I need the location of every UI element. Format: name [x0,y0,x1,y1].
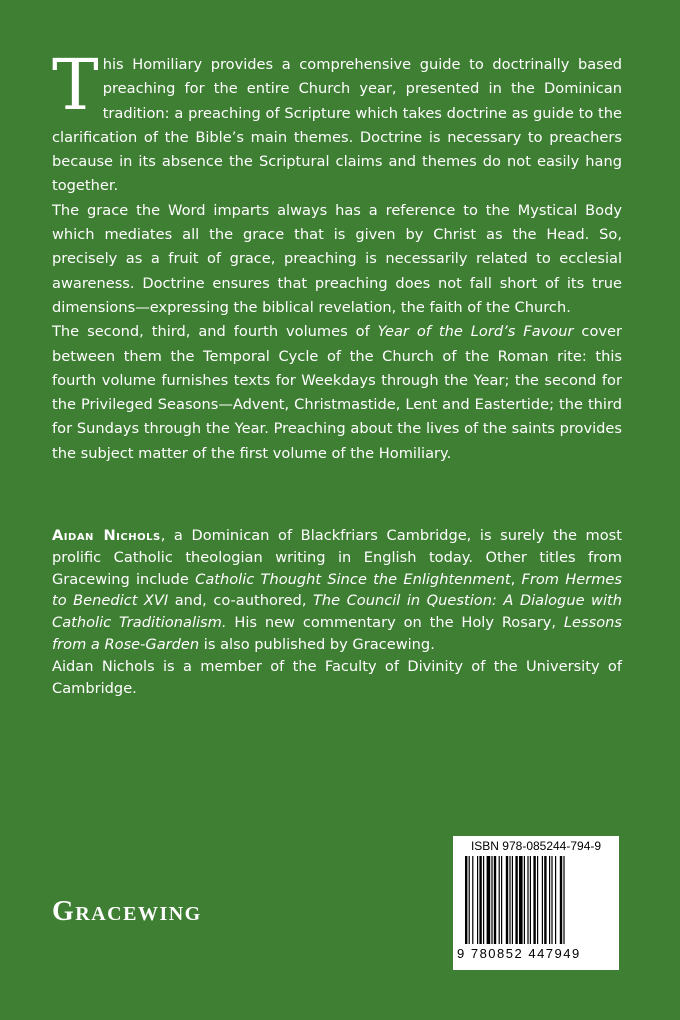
barcode-bar [555,856,556,944]
blurb-text-3b: cover between them the Temporal Cycle of the Church of the Roman rite: this fourth volume furnishes texts for Weekdays through the Year; the second for the Privileged Seasons—Advent, Christmastide, Lent and Eastertide; the third for Sundays through the Year. Preaching about the lives of the saints provides the subject matter of the first volume of the Homiliary. [52,323,622,462]
book-title-2: From Hermes to Benedict XVI [52,570,623,610]
author-text-5: is also published by Gracewing. [199,635,435,653]
blurb-paragraph-3 [52,320,622,466]
barcode [453,836,619,970]
blurb-text-3a: The second, third, and fourth volumes of [52,323,378,341]
barcode-bar [469,856,470,944]
blurb-paragraph-2: The grace the Word imparts always has a reference to the Mystical Body which mediates all the grace that is given by Christ as the Head. So, precisely as a fruit of grace, preaching is necessarily related to ecclesial awareness. Doctrine ensures that preaching does not fall short of its true dimensions—expressing the biblical revelation, the faith of the Church. [52,201,622,316]
barcode-bar [527,856,528,944]
barcode-bar [524,856,525,944]
author-paragraph-2: Aidan Nichols is a member of the Faculty of Divinity of the University of Cambridge. [52,657,622,697]
series-title: Year of the Lord’s Favour [377,323,574,341]
book-title-1: Catholic Thought Since the Enlightenment [195,570,511,588]
barcode-bar [530,856,531,944]
barcode-bars [465,856,607,946]
author-name: Aidan Nichols [52,527,161,544]
barcode-bar [549,856,550,944]
barcode-bar [544,856,546,944]
barcode-bar [483,856,484,944]
barcode-bar [519,856,523,944]
isbn-number: 9 780852 447949 [457,946,581,961]
barcode-bar [512,856,513,944]
author-text-3: and, co-authored, [168,592,313,610]
barcode-bar [487,856,491,944]
barcode-bar [501,856,502,944]
blurb-paragraph-1 [52,44,622,199]
blurb-text-1: his Homiliary provides a comprehensive guide to doctrinally based preaching for the entire Church year, presented in the Dominican tradition: a preaching of Scripture which takes doctrine as guide to the clarification of the Bible’s main themes. Doctrine is necessary to preachers because in its absence the Scriptural claims and themes do not easily hang together. [52,56,622,195]
barcode-bar [537,856,538,944]
book-title-4: Lessons from a Rose-Garden [52,614,622,653]
barcode-bar [472,856,473,944]
barcode-bar [560,856,562,944]
barcode-bar [491,856,492,944]
barcode-bar [499,856,500,944]
book-title-3: The Council in Question: A Dialogue with Catholic Traditionalism. [52,592,623,632]
barcode-bar [465,856,467,944]
barcode-bar [542,856,543,944]
barcode-bar [506,856,508,944]
author-bio [52,525,622,699]
publisher-logo: Gracewing [52,896,202,927]
barcode-bar [563,856,564,944]
barcode-bar [551,856,552,944]
barcode-bar [515,856,517,944]
barcode-bar [477,856,478,944]
barcode-bar [533,856,535,944]
barcode-bar [509,856,510,944]
barcode-bar [494,856,496,944]
author-text-4: His new commentary on the Holy Rosary, [226,614,564,632]
drop-cap: T [52,44,99,126]
author-text-2: , [510,570,522,588]
barcode-bar [479,856,481,944]
isbn-label: ISBN 978-085244-794-9 [470,839,602,853]
author-text-1: , a Dominican of Blackfriars Cambridge, is surely the most prolific Catholic theologian writing in English today. Other titles from Gracewing include [52,527,622,588]
author-paragraph-1 [52,525,622,656]
blurb [52,44,622,466]
